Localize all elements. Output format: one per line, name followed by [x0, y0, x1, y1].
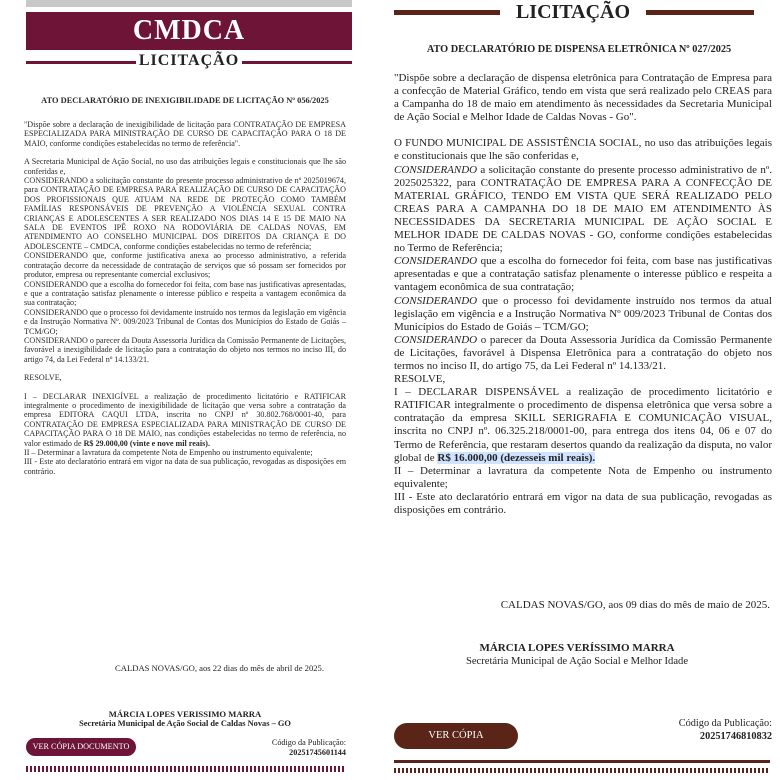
header-line-left [394, 10, 500, 15]
considering-paragraph: CONSIDERANDO o parecer da Douta Assessoria Jurídica da Comissão Permanente de Licitações, favorável a inexigibilidade de licitação para a contratação do objeto nos termos no inciso III, do artigo 74, da Lei Federal nº 14.133/21. [24, 335, 346, 364]
summary-paragraph: "Dispõe sobre a declaração de dispensa eletrônica para Contratação de Empresa para a confecção de Material Gráfico, tendo em vista que será realizado pelo CREAS para a Campanha do 18 de maio em atendimento às necessidades da Secretaria Municipal de Ação Social e Melhor Idade de Caldas Novas - Go". [394, 72, 772, 124]
top-divider [26, 0, 352, 7]
publication-code: 20251746810832 [699, 731, 772, 742]
place-date: CALDAS NOVAS/GO, aos 09 dias do mês de maio de 2025. [500, 599, 770, 611]
resolution-text: I – DECLARAR INEXIGÍVEL a realização de procedimento licitatório e RATIFICAR integralmente o procedimento de inexigibilidade de licitação que versa sobre a contratação da empresa EDITORA CAQUI LTDA, inscrita no CNPJ nº 30.802.768/0001-40, para CONTRATAÇÃO DE EMPRESA ESPECIALIZADA PARA MINISTRAÇÃO DE CURSO DE CAPACITAÇÃO PARA O 18 DE MAIO, nas condições estabelecidas no termo de referência, no valor estimado de [24, 391, 346, 448]
considering-paragraph: CONSIDERANDO que o processo foi devidamente instruído nos termos da legislação em vigência e da Instrução Normativa Nº. 009/2023 Tribunal de Contas dos Municípios do Estado de Goiás – TCM/GO; [24, 307, 346, 336]
intro-paragraph: O FUNDO MUNICIPAL DE ASSISTÊNCIA SOCIAL, no uso das atribuições legais e constitucionais que lhe são conferidas e, [394, 137, 772, 163]
resolution-item-2: II – Determinar a lavratura da competente Nota de Empenho ou instrumento equivalente; [24, 448, 313, 457]
bottom-dotted-divider [26, 766, 346, 772]
considering-paragraph [394, 295, 772, 334]
considering-text: o parecer da Douta Assessoria Jurídica da Comissão Permanente de Licitações, favorável à Dispensa Eletrônica para a contratação do objeto nos termos no inciso II, do artigo 75, da Lei Federal nº 14.133/21. [394, 333, 772, 372]
resolve-heading: RESOLVE, [394, 373, 446, 386]
considering-label: CONSIDERANDO [394, 163, 478, 176]
act-title: ATO DECLARATÓRIO DE DISPENSA ELETRÔNICA Nº 027/2025 [426, 44, 732, 55]
view-document-button[interactable]: VER CÓPIA DOCUMENTO [26, 738, 136, 756]
signatory-role: Secretária Municipal de Ação Social e Melhor Idade [465, 656, 689, 667]
signatory-name: MÁRCIA LOPES VERISSIMO MARRA [108, 709, 262, 719]
document-body [394, 72, 772, 517]
section-title: LICITAÇÃO [138, 52, 240, 69]
header-line-right [242, 61, 352, 64]
bottom-dotted-divider [394, 768, 770, 773]
considering-paragraph [394, 334, 772, 373]
resolution-item-3: III - Este ato declaratório entrará em vigor na data de sua publicação, revogadas as disposições em contrário. [24, 457, 346, 476]
considering-paragraph [394, 255, 772, 294]
publication-code-label: Código da Publicação: [678, 718, 772, 729]
considering-label: CONSIDERANDO [394, 333, 478, 346]
contract-value: R$ 29.000,00 (vinte e nove mil reais). [83, 438, 210, 448]
considering-paragraph [394, 164, 772, 256]
section-header [26, 50, 352, 74]
place-date: CALDAS NOVAS/GO, aos 22 dias do mês de abril de 2025. [115, 663, 324, 673]
resolution-item-2: II – Determinar a lavratura da competente Nota de Empenho ou instrumento equivalente; [394, 464, 772, 490]
considering-paragraph: CONSIDERANDO que a escolha do fornecedor foi feita, com base nas justificativas apresentadas, e que a contratação satisfaz plenamente o interesse público e respeita a vantagem econômica da sua contratação; [24, 279, 346, 308]
right-document [384, 0, 780, 780]
considering-text: que a escolha do fornecedor foi feita, com base nas justificativas apresentadas e que a contratação satisfaz plenamente o interesse público e respeita a vantagem econômica de sua contratação; [394, 255, 772, 294]
header-line-right [646, 10, 754, 15]
considering-label: CONSIDERANDO [394, 255, 478, 268]
resolve-heading: RESOLVE, [24, 373, 62, 383]
left-document [0, 0, 352, 780]
bottom-divider [394, 760, 770, 763]
considering-text: que o processo foi devidamente instruído nos termos da atual legislação em vigência e a Instrução Normativa Nº 009/2023 Tribunal de Contas dos Municípios do Estado de Goiás – TCM/GO; [394, 294, 772, 333]
considering-paragraph: CONSIDERANDO a solicitação constante do presente processo administrativo de nº 2025019674, para CONTRATAÇÃO DE EMPRESA PARA REALIZAÇÃO DE CURSO DE CAPACITAÇÃO DOS PROFISSIONAIS QUE ATUAM NA REDE DE PROTEÇÃO COMO TAMBÉM FAMÍLIAS RESPONSÁVEIS DE PREVENÇÃO A VIOLÊNCIA SEXUAL CONTRA CRIANÇAS E ADOLESCENTES A SER REALIZADO NOS DIAS 14 E 15 DE MAIO NA SALA DE EVENTOS IPÊ ROXO NA RODOVIÁRIA DE CALDAS NOVAS, EM ATENDIMENTO AO CONSELHO MUNICIPAL DOS DIREITOS DA CRIANÇA E DO ADOLESCENTE – CMDCA, conforme condições estabelecidas no termo de referência; [24, 176, 346, 251]
cmdca-banner: CMDCA [26, 12, 352, 50]
contract-value: R$ 16.000,00 (dezesseis mil reais). [437, 451, 596, 464]
resolution-text: I – DECLARAR DISPENSÁVEL a realização de procedimento licitatório e RATIFICAR integralmente o procedimento de dispensa eletrônica que versa sobre a contratação da empresa SKILL SERIGRAFIA E COMUNICAÇÃO VISUAL, inscrita no CNPJ nº. 06.325.218/0001-00, para entrega dos itens 04, 06 e 07 do Termo de Referência, que restaram desertos quando da realização da disputa, no valor global de [394, 386, 772, 464]
resolution-item-1 [394, 386, 772, 465]
resolution-item-3: III - Este ato declaratório entrará em vigor na data de sua publicação, revogadas as disposições em contrário. [394, 490, 772, 516]
section-title: LICITAÇÃO [515, 1, 631, 23]
considering-label: CONSIDERANDO [394, 294, 478, 307]
act-title: ATO DECLARATÓRIO DE INEXIGIBILIDADE DE LICITAÇÃO Nº 056/2025 [41, 96, 329, 105]
summary-paragraph: "Dispõe sobre a declaração de inexigibilidade de licitação para CONTRATAÇÃO DE EMPRESA ESPECIALIZADA PARA MINISTRAÇÃO DE CURSO DE CAPACITAÇÃO PARA O 18 DE MAIO, conforme condições estabelecidas no termo de referência". [24, 120, 346, 148]
considering-text: a solicitação constante do presente processo administrativo de nº. 2025025322, para CONTRATAÇÃO DE EMPRESA PARA A CONFECÇÃO DE MATERIAL GRÁFICO, TENDO EM VISTA QUE SERÁ REALIZADO PELO CREAS PARA A CAMPANHA DO 18 DE MAIO EM ATENDIMENTO ÀS NECESSIDADES DA SECRETARIA MUNICIPAL DE AÇÃO SOCIAL E MELHOR IDADE DE CALDAS NOVAS - GO, conforme condições estabelecidas no Termo de Referência; [394, 163, 772, 255]
publication-code-label: Código da Publicação: [271, 738, 346, 747]
resolution-item-1 [24, 392, 346, 448]
signatory-role: Secretária Municipal de Ação Social de Caldas Novas – GO [79, 719, 291, 728]
publication-code: 20251745601144 [289, 748, 346, 757]
intro-paragraph: A Secretaria Municipal de Ação Social, no uso das atribuições legais e constitucionais que lhe são conferidas e, [24, 157, 346, 176]
view-document-button[interactable]: VER CÓPIA [394, 723, 518, 749]
document-body [24, 96, 346, 476]
considering-paragraph: CONSIDERANDO que, conforme justificativa anexa ao processo administrativo, a referida contratação decorre da necessidade de contratação de serviços que só possam ser fornecidos por produtor, empresa ou representante comercial exclusivos; [24, 251, 346, 280]
signatory-name: MÁRCIA LOPES VERÍSSIMO MARRA [479, 642, 675, 654]
